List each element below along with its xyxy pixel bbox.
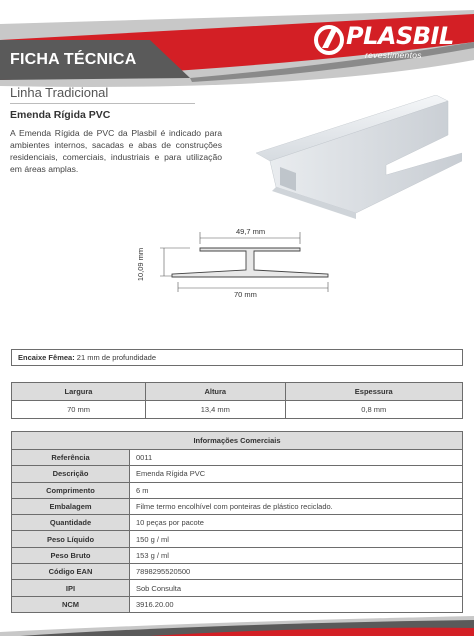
row-key: Quantidade [12, 515, 130, 531]
product-description: A Emenda Rígida de PVC da Plasbil é indicado para ambientes internos, sacadas e abas de construções residenciais, comerciais, industriais e para utilização em áreas amplas. [10, 128, 222, 174]
row-value: 0011 [130, 450, 463, 466]
row-key: IPI [12, 580, 130, 596]
row-key: Descrição [12, 466, 130, 482]
technical-drawing [136, 226, 340, 301]
encaixe-label: Encaixe Fêmea: [18, 353, 75, 362]
row-value: 7898295520500 [130, 564, 463, 580]
logo-wordmark: PLASBIL [346, 22, 454, 50]
table-row [12, 482, 463, 498]
row-value: 153 g / ml [130, 547, 463, 563]
commercial-info-table [11, 431, 463, 613]
header-espessura: Espessura [285, 383, 462, 401]
plasbil-logo-icon [313, 24, 345, 56]
value-espessura: 0,8 mm [285, 401, 462, 419]
table-row [12, 596, 463, 612]
section-title: Informações Comerciais [12, 432, 463, 450]
table-row [12, 450, 463, 466]
page-title: FICHA TÉCNICA [10, 51, 137, 68]
header-banner [0, 0, 474, 92]
row-value: 6 m [130, 482, 463, 498]
encaixe-box [11, 349, 463, 366]
value-altura: 13,4 mm [146, 401, 285, 419]
product-name: Emenda Rígida PVC [10, 109, 111, 121]
row-key: Referência [12, 450, 130, 466]
logo-tagline: revestimentos [365, 50, 422, 60]
plasbil-logo [313, 24, 463, 70]
profile-section-drawing [150, 226, 340, 296]
table-row [12, 547, 463, 563]
row-key: Peso Líquido [12, 531, 130, 547]
footer-band [0, 616, 474, 636]
table-row [12, 580, 463, 596]
table-row [12, 515, 463, 531]
product-image [236, 95, 462, 219]
bottom-width-label: 70 mm [234, 290, 257, 299]
value-largura: 70 mm [12, 401, 146, 419]
height-label: 10,09 mm [136, 247, 146, 282]
header-altura: Altura [146, 383, 285, 401]
row-value: 3916.20.00 [130, 596, 463, 612]
row-value: Sob Consulta [130, 580, 463, 596]
top-width-label: 49,7 mm [236, 227, 266, 236]
table-row [12, 531, 463, 547]
header-largura: Largura [12, 383, 146, 401]
table-row [12, 564, 463, 580]
row-key: Peso Bruto [12, 547, 130, 563]
divider [10, 103, 195, 104]
row-value: 150 g / ml [130, 531, 463, 547]
row-key: NCM [12, 596, 130, 612]
table-row [12, 498, 463, 514]
table-row [12, 466, 463, 482]
row-value: Emenda Rígida PVC [130, 466, 463, 482]
dimensions-table [11, 382, 463, 419]
row-key: Comprimento [12, 482, 130, 498]
encaixe-value: 21 mm de profundidade [74, 353, 157, 362]
row-key: Código EAN [12, 564, 130, 580]
product-line: Linha Tradicional [10, 85, 109, 100]
row-key: Embalagem [12, 498, 130, 514]
row-value: Filme termo encolhível com ponteiras de plástico reciclado. [130, 498, 463, 514]
row-value: 10 peças por pacote [130, 515, 463, 531]
